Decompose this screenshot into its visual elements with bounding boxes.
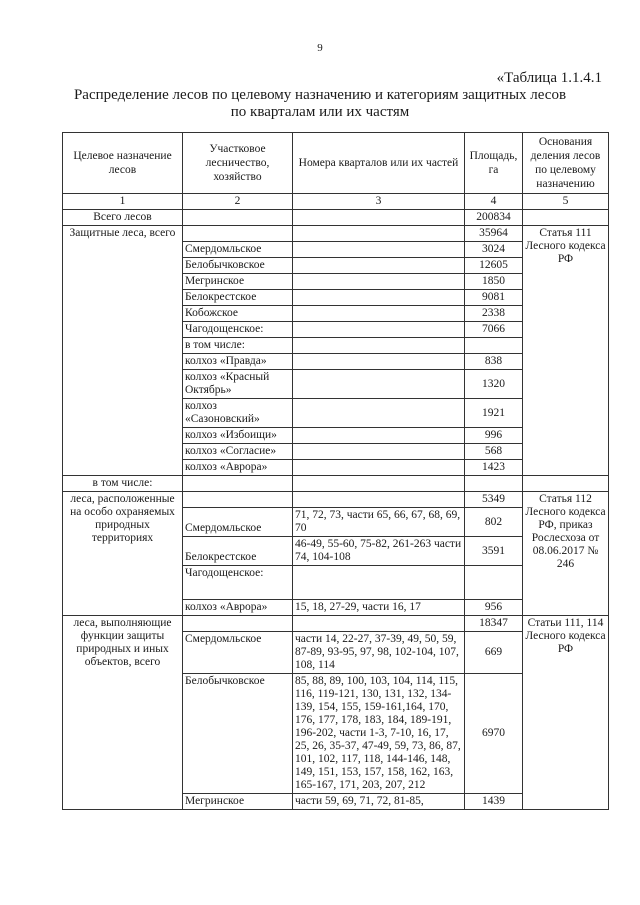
table-row — [63, 476, 609, 492]
district-area: 669 — [465, 632, 523, 674]
farm-name: колхоз «Согласие» — [183, 444, 293, 460]
quarters: части 14, 22-27, 37-39, 49, 50, 59, 87-89, 93-95, 97, 98, 102-104, 107, 108, 114 — [293, 632, 465, 674]
district-area: 1439 — [465, 794, 523, 810]
header-area: Площадь, га — [465, 133, 523, 194]
farm-name: колхоз «Правда» — [183, 354, 293, 370]
district-name: Смердомльское — [183, 508, 293, 537]
special-basis: Статья 112 Лесного кодекса РФ, приказ Рослесхоза от 08.06.2017 № 246 — [523, 492, 609, 616]
district-area: 3024 — [465, 242, 523, 258]
quarters: 46-49, 55-60, 75-82, 261-263 части 74, 104-108 — [293, 537, 465, 566]
quarters: 15, 18, 27-29, части 16, 17 — [293, 600, 465, 616]
functions-label: леса, выполняющие функции защиты природных и иных объектов, всего — [63, 616, 183, 810]
farm-area: 956 — [465, 600, 523, 616]
total-area: 200834 — [465, 210, 523, 226]
farm-area: 838 — [465, 354, 523, 370]
including-label: в том числе: — [63, 476, 183, 492]
header-basis: Основания деления лесов по целевому назначению — [523, 133, 609, 194]
forest-distribution-table — [62, 132, 609, 810]
header-purpose: Целевое назначение лесов — [63, 133, 183, 194]
table-row — [63, 492, 609, 508]
district-area: 6970 — [465, 674, 523, 794]
protective-label: Защитные леса, всего — [63, 226, 183, 476]
col-index: 1 — [63, 194, 183, 210]
district-name: Смердомльское — [183, 242, 293, 258]
title-line-1: Распределение лесов по целевому назначению и категориям защитных лесов — [73, 87, 567, 103]
col-index: 2 — [183, 194, 293, 210]
district-name: в том числе: — [183, 338, 293, 354]
district-name: Мегринское — [183, 274, 293, 290]
title-line-2: по кварталам или их частям — [230, 104, 410, 120]
district-area: 3591 — [465, 537, 523, 566]
district-name: Кобожское — [183, 306, 293, 322]
farm-name: колхоз «Аврора» — [183, 460, 293, 476]
column-index-row — [63, 194, 609, 210]
protective-basis: Статья 111 Лесного кодекса РФ — [523, 226, 609, 476]
farm-area: 996 — [465, 428, 523, 444]
district-name: Чагодощенское: — [183, 322, 293, 338]
page-number: 9 — [317, 42, 323, 54]
header-quarters: Номера кварталов или их частей — [293, 133, 465, 194]
functions-basis: Статьи 111, 114 Лесного кодекса РФ — [523, 616, 609, 810]
quarters: части 59, 69, 71, 72, 81-85, — [293, 794, 465, 810]
district-area: 1850 — [465, 274, 523, 290]
district-area: 12605 — [465, 258, 523, 274]
district-name: Белобычковское — [183, 674, 293, 794]
farm-area: 1423 — [465, 460, 523, 476]
district-name: Чагодощенское: — [183, 566, 293, 600]
header-district: Участковое лесничество, хозяйство — [183, 133, 293, 194]
header-row — [63, 133, 609, 194]
col-index: 3 — [293, 194, 465, 210]
farm-area: 1921 — [465, 399, 523, 428]
farm-name: колхоз «Избоищи» — [183, 428, 293, 444]
farm-name: колхоз «Красный Октябрь» — [183, 370, 293, 399]
col-index: 5 — [523, 194, 609, 210]
farm-area: 568 — [465, 444, 523, 460]
district-name: Белобычковское — [183, 258, 293, 274]
district-area: 2338 — [465, 306, 523, 322]
quarters: 85, 88, 89, 100, 103, 104, 114, 115, 116, 119-121, 130, 131, 132, 134-139, 154, 155, 159-161,164, 170, 176, 177, 178, 183, 184, 189-191, 196-202, части 1-3, 7-10, 16, 17, 25, 26, 35-37, 47-49, 59, 73, 86, 87, 101, 102, 117, 118, 144-146, 148, 149, 151, 153, 157, 158, 162, 163, 165-167, 171, 203, 207, 212 — [293, 674, 465, 794]
special-area: 5349 — [465, 492, 523, 508]
protective-area: 35964 — [465, 226, 523, 242]
farm-name: колхоз «Сазоновский» — [183, 399, 293, 428]
page-title — [0, 87, 640, 121]
district-name: Белокрестское — [183, 537, 293, 566]
district-area: 802 — [465, 508, 523, 537]
district-area — [465, 338, 523, 354]
total-label: Всего лесов — [63, 210, 183, 226]
farm-name: колхоз «Аврора» — [183, 600, 293, 616]
special-label: леса, расположенные на особо охраняемых природных территориях — [63, 492, 183, 616]
district-name: Мегринское — [183, 794, 293, 810]
district-name: Смердомльское — [183, 632, 293, 674]
quarters: 71, 72, 73, части 65, 66, 67, 68, 69, 70 — [293, 508, 465, 537]
farm-area: 1320 — [465, 370, 523, 399]
district-name: Белокрестское — [183, 290, 293, 306]
district-area: 9081 — [465, 290, 523, 306]
table-label: «Таблица 1.1.4.1 — [496, 70, 602, 86]
table-row — [63, 616, 609, 632]
district-area: 7066 — [465, 322, 523, 338]
table-row — [63, 210, 609, 226]
col-index: 4 — [465, 194, 523, 210]
functions-area: 18347 — [465, 616, 523, 632]
table-row — [63, 226, 609, 242]
